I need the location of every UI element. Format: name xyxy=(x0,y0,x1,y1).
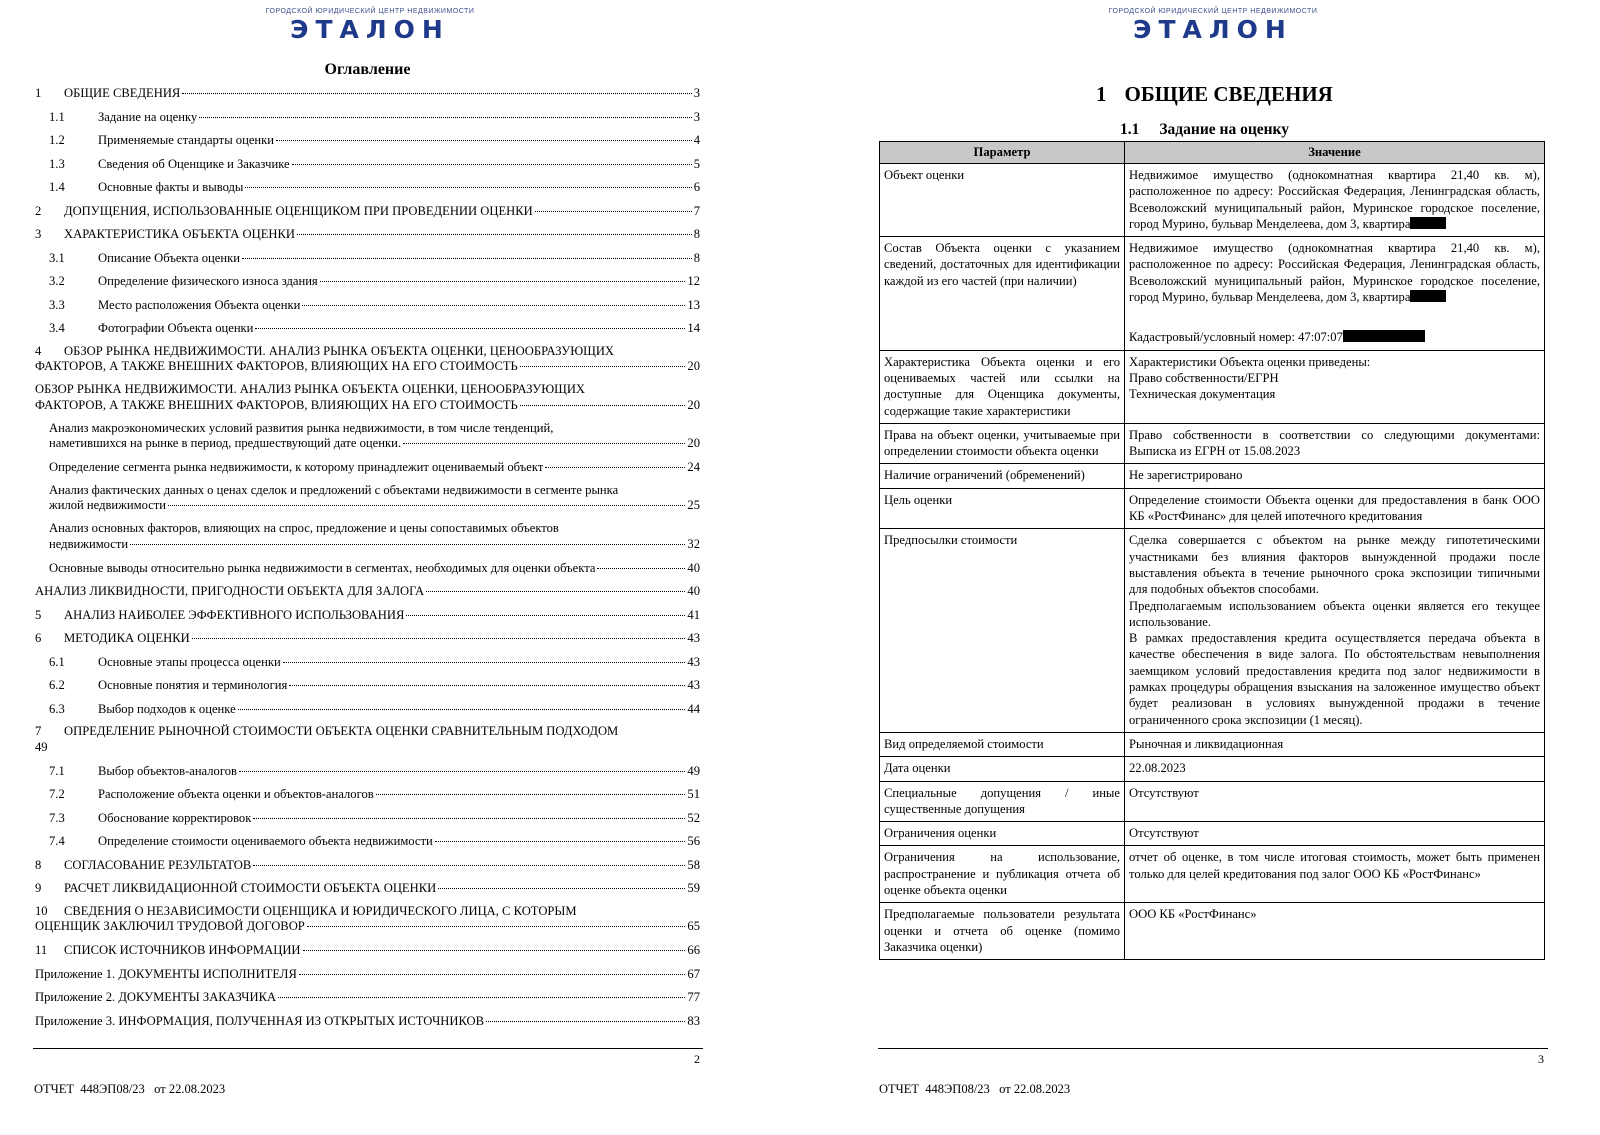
toc-page: 40 xyxy=(687,560,700,575)
toc-entry[interactable] xyxy=(35,701,700,717)
toc-text: РАСЧЕТ ЛИКВИДАЦИОННОЙ СТОИМОСТИ ОБЪЕКТА ОЦЕНКИ xyxy=(64,881,437,895)
toc-num: 2 xyxy=(35,203,42,218)
value-text: Не зарегистрировано xyxy=(1129,468,1243,483)
toc-text: Основные этапы процесса оценки xyxy=(98,654,281,669)
param-cell: Права на объект оценки, учитываемые при определении стоимости объекта оценки xyxy=(880,423,1125,464)
toc-entry[interactable] xyxy=(35,459,700,475)
toc-page: 43 xyxy=(687,654,700,669)
page-number: 2 xyxy=(694,1052,700,1066)
toc-entry[interactable] xyxy=(35,382,700,413)
toc-entry[interactable] xyxy=(35,630,700,646)
logo-name: ЭТАЛОН xyxy=(1133,15,1293,44)
toc-entry[interactable] xyxy=(35,763,700,779)
toc-page: 77 xyxy=(687,990,700,1004)
footer-divider xyxy=(878,1048,1548,1049)
toc-text: СВЕДЕНИЯ О НЕЗАВИСИМОСТИ ОЦЕНЩИКА И ЮРИДИЧЕСКОГО ЛИЦА, С КОТОРЫМ xyxy=(64,903,577,918)
toc-num: 1.2 xyxy=(49,133,65,147)
table-row xyxy=(880,903,1545,960)
table-row xyxy=(880,822,1545,846)
toc-leader xyxy=(520,366,686,367)
toc-num: 5 xyxy=(35,607,42,622)
toc-entry[interactable] xyxy=(35,250,700,266)
column-header-param: Параметр xyxy=(880,142,1125,164)
toc-leader xyxy=(320,281,686,282)
company-logo xyxy=(255,8,485,44)
value-cell xyxy=(1125,237,1545,350)
value-cell xyxy=(1125,732,1545,756)
section-title: ОБЩИЕ СВЕДЕНИЯ xyxy=(1124,82,1333,106)
toc-leader xyxy=(242,258,692,259)
toc-entry[interactable] xyxy=(35,857,700,873)
value-cell xyxy=(1125,529,1545,733)
toc-text: Фотографии Объекта оценки xyxy=(98,321,254,335)
toc-page: 51 xyxy=(687,787,700,801)
toc-num: 6.2 xyxy=(49,678,65,692)
param-cell: Ограничения на использование, распространение и публикация отчета об оценке объекта оценки xyxy=(880,846,1125,903)
toc-entry[interactable] xyxy=(35,989,700,1005)
toc-text: Основные выводы относительно рынка недвижимости в сегментах, необходимых для оценки объекта xyxy=(49,560,596,575)
redaction-block xyxy=(1410,290,1446,302)
value-cell xyxy=(1125,464,1545,488)
toc-text: Основные понятия и терминология xyxy=(98,678,288,692)
toc-leader xyxy=(520,405,686,406)
toc-num: 7.2 xyxy=(49,787,65,801)
toc-num: 7.3 xyxy=(49,810,65,825)
toc-leader xyxy=(303,950,686,951)
toc-page: 65 xyxy=(687,919,700,933)
toc-page: 3 xyxy=(693,109,700,124)
toc-num: 7 xyxy=(35,724,42,738)
toc-num: 1.4 xyxy=(49,180,65,194)
param-cell: Ограничения оценки xyxy=(880,822,1125,846)
toc-page: 8 xyxy=(693,227,700,241)
toc-num: 3.4 xyxy=(49,321,65,335)
footer-divider xyxy=(33,1048,703,1049)
toc-page: 44 xyxy=(687,701,700,716)
param-cell: Специальные допущения / иные существенные допущения xyxy=(880,781,1125,822)
toc-page: 83 xyxy=(687,1013,700,1028)
toc-entry[interactable] xyxy=(35,654,700,670)
toc-text: ХАРАКТЕРИСТИКА ОБЪЕКТА ОЦЕНКИ xyxy=(64,227,296,241)
param-cell: Цель оценки xyxy=(880,488,1125,529)
redaction-block xyxy=(1410,217,1446,229)
param-cell: Характеристика Объекта оценки и его оцениваемых частей или ссылки на доступные для Оценщика документы, содержащие такие характеристики xyxy=(880,350,1125,423)
toc-leader xyxy=(192,638,686,639)
toc-page: 67 xyxy=(687,966,700,981)
toc-entry[interactable] xyxy=(35,344,700,375)
toc-page: 20 xyxy=(687,359,700,373)
toc-page: 59 xyxy=(687,881,700,895)
toc-entry[interactable] xyxy=(35,607,700,623)
toc-text: Анализ макроэкономических условий развития рынка недвижимости, в том числе тенденций, xyxy=(49,420,554,435)
toc-leader xyxy=(307,926,686,927)
toc-text: Задание на оценку xyxy=(98,109,198,124)
toc-page: 7 xyxy=(693,203,700,218)
toc-text: Приложение 2. ДОКУМЕНТЫ ЗАКАЗЧИКА xyxy=(35,990,277,1004)
toc-leader xyxy=(130,544,685,545)
toc-entry[interactable] xyxy=(35,226,700,242)
toc-page: 41 xyxy=(687,607,700,622)
toc-num: 3 xyxy=(35,227,42,241)
toc-num: 10 xyxy=(35,903,48,918)
toc-text: ДОПУЩЕНИЯ, ИСПОЛЬЗОВАННЫЕ ОЦЕНЩИКОМ ПРИ ПРОВЕДЕНИИ ОЦЕНКИ xyxy=(64,203,533,218)
value-paragraph: Сделка совершается с объектом на рынке между гипотетическими участниками без влияния факторов вынужденной продажи после выставления объекта в течение рыночного срока экспозиции типичными для подобных объектов способами. xyxy=(1129,533,1540,597)
param-cell: Предпосылки стоимости xyxy=(880,529,1125,733)
table-row xyxy=(880,464,1545,488)
toc-leader xyxy=(245,187,691,188)
table-row xyxy=(880,757,1545,781)
toc-text: СОГЛАСОВАНИЕ РЕЗУЛЬТАТОВ xyxy=(64,857,252,872)
param-cell: Предполагаемые пользователи результата оценки и отчета об оценке (помимо Заказчика оценки) xyxy=(880,903,1125,960)
value-text: Недвижимое имущество (однокомнатная квартира 21,40 кв. м), расположенное по адресу: Российская Федерация, Ленинградская область, Всеволожский муниципальный район, Муринское городское поселение, город Мурино, бульвар Менделеева, дом 3, квартира xyxy=(1129,241,1540,305)
value-text: Право собственности в соответствии со следующими документами: Выписка из ЕГРН от 15.08.2023 xyxy=(1129,427,1540,459)
table-row xyxy=(880,781,1545,822)
value-cell xyxy=(1125,781,1545,822)
toc-leader xyxy=(292,164,692,165)
toc-leader xyxy=(545,467,685,468)
toc-page: 12 xyxy=(687,274,700,288)
toc-entry[interactable] xyxy=(35,560,700,576)
toc-page: 3 xyxy=(693,86,700,100)
value-text: отчет об оценке, в том числе итоговая стоимость, может быть применен только для целей кредитования под залог ООО КБ «РостФинанс» xyxy=(1129,850,1540,881)
toc-text: Основные факты и выводы xyxy=(98,180,244,194)
toc-text: АНАЛИЗ ЛИКВИДНОСТИ, ПРИГОДНОСТИ ОБЪЕКТА ДЛЯ ЗАЛОГА xyxy=(35,584,425,598)
toc-text: АНАЛИЗ НАИБОЛЕЕ ЭФФЕКТИВНОГО ИСПОЛЬЗОВАНИЯ xyxy=(64,607,405,622)
table-row xyxy=(880,846,1545,903)
value-cell xyxy=(1125,903,1545,960)
toc-leader xyxy=(283,662,686,663)
company-logo xyxy=(1098,8,1328,44)
toc-num: 1.1 xyxy=(49,109,65,124)
toc-page: 25 xyxy=(687,498,700,512)
param-cell: Дата оценки xyxy=(880,757,1125,781)
toc-page: 13 xyxy=(687,297,700,312)
toc-text: Приложение 3. ИНФОРМАЦИЯ, ПОЛУЧЕННАЯ ИЗ ОТКРЫТЫХ ИСТОЧНИКОВ xyxy=(35,1013,485,1028)
toc-text: Анализ фактических данных о ценах сделок и предложений с объектами недвижимости в сегменте рынка xyxy=(49,482,619,497)
toc-entry[interactable] xyxy=(35,880,700,896)
table-row xyxy=(880,164,1545,237)
toc-text: ОБЗОР РЫНКА НЕДВИЖИМОСТИ. АНАЛИЗ РЫНКА ОБЪЕКТА ОЦЕНКИ, ЦЕНООБРАЗУЮЩИХ xyxy=(35,382,586,396)
toc-entry[interactable] xyxy=(35,677,700,693)
table-row xyxy=(880,350,1545,423)
toc-leader xyxy=(182,93,691,94)
toc-entry[interactable] xyxy=(35,583,700,599)
toc-text: Сведения об Оценщике и Заказчике xyxy=(98,156,290,171)
toc-entry[interactable] xyxy=(35,966,700,982)
toc-entry[interactable] xyxy=(35,521,700,552)
toc-text: ОПРЕДЕЛЕНИЕ РЫНОЧНОЙ СТОИМОСТИ ОБЪЕКТА ОЦЕНКИ СРАВНИТЕЛЬНЫМ ПОДХОДОМ xyxy=(64,724,619,738)
toc-entry[interactable] xyxy=(35,156,700,172)
page-left xyxy=(0,0,760,1135)
toc-text: ФАКТОРОВ, А ТАКЖЕ ВНЕШНИХ ФАКТОРОВ, ВЛИЯЮЩИХ НА ЕГО СТОИМОСТЬ xyxy=(35,359,518,373)
toc-leader xyxy=(168,505,685,506)
table-of-contents xyxy=(35,85,700,1036)
value-cell xyxy=(1125,164,1545,237)
toc-num: 6.3 xyxy=(49,701,65,716)
toc-text: ОБЗОР РЫНКА НЕДВИЖИМОСТИ. АНАЛИЗ РЫНКА ОБЪЕКТА ОЦЕНКИ, ЦЕНООБРАЗУЮЩИХ xyxy=(64,343,615,358)
value-line: Характеристики Объекта оценки приведены: xyxy=(1129,354,1371,369)
toc-leader xyxy=(276,140,692,141)
toc-leader xyxy=(406,615,685,616)
section-heading xyxy=(1096,82,1333,107)
toc-page: 43 xyxy=(687,678,700,692)
toc-entry[interactable] xyxy=(35,810,700,826)
toc-page: 43 xyxy=(687,631,700,645)
toc-text: ОБЩИЕ СВЕДЕНИЯ xyxy=(64,86,181,100)
value-text: Недвижимое имущество (однокомнатная квартира 21,40 кв. м), расположенное по адресу: Российская Федерация, Ленинградская область, Всеволожский муниципальный район, Муринское городское поселение, город Мурино, бульвар Менделеева, дом 3, квартира xyxy=(1129,168,1540,231)
value-line: Право собственности/ЕГРН xyxy=(1129,370,1279,385)
value-paragraph: В рамках предоставления кредита осуществляется передача объекта в качестве обеспечения в виде залога. По обстоятельствам невыполнения заемщиком условий предоставления кредита под залог недвижимости в рамках процедуры обращения взыскания на заложенное имущество объект будет реализован в условиях вынужденной продажи в течение ограниченного срока экспозиции (1 месяц). xyxy=(1129,631,1540,727)
toc-num: 6 xyxy=(35,631,42,645)
toc-leader xyxy=(435,841,686,842)
table-row xyxy=(880,529,1545,733)
toc-leader xyxy=(486,1021,685,1022)
redaction-block xyxy=(1343,330,1425,342)
toc-page: 14 xyxy=(687,321,700,335)
toc-text: Применяемые стандарты оценки xyxy=(98,133,275,147)
toc-text: Определение физического износа здания xyxy=(98,274,318,288)
toc-leader xyxy=(289,685,685,686)
toc-page: 52 xyxy=(687,810,700,825)
value-text: ООО КБ «РостФинанс» xyxy=(1129,907,1257,922)
toc-text: СПИСОК ИСТОЧНИКОВ ИНФОРМАЦИИ xyxy=(64,943,301,957)
toc-num: 3.3 xyxy=(49,297,65,312)
toc-text: ОЦЕНЩИК ЗАКЛЮЧИЛ ТРУДОВОЙ ДОГОВОР xyxy=(35,919,305,933)
value-text: Рыночная и ликвидационная xyxy=(1129,736,1284,751)
subsection-number: 1.1 xyxy=(1120,121,1140,138)
table-row xyxy=(880,423,1545,464)
logo-subtitle: ГОРОДСКОЙ ЮРИДИЧЕСКИЙ ЦЕНТР НЕДВИЖИМОСТИ xyxy=(1108,8,1318,15)
toc-entry[interactable] xyxy=(35,203,700,219)
value-cell xyxy=(1125,757,1545,781)
toc-text: Место расположения Объекта оценки xyxy=(98,297,301,312)
cadastral-number: Кадастровый/условный номер: 47:07:07 xyxy=(1129,330,1343,345)
toc-page: 49 xyxy=(35,739,48,754)
toc-text: Обоснование корректировок xyxy=(98,810,252,825)
table-row xyxy=(880,732,1545,756)
toc-leader xyxy=(299,974,686,975)
toc-page: 4 xyxy=(693,133,700,147)
toc-leader xyxy=(302,305,685,306)
page-right xyxy=(870,0,1600,1135)
toc-entry[interactable] xyxy=(35,1013,700,1029)
toc-page: 24 xyxy=(687,460,700,474)
param-cell: Состав Объекта оценки с указанием сведений, достаточных для идентификации каждой из его частей (при наличии) xyxy=(880,237,1125,350)
toc-entry[interactable] xyxy=(35,297,700,313)
section-number: 1 xyxy=(1096,82,1107,106)
toc-entry[interactable] xyxy=(35,483,700,514)
toc-entry[interactable] xyxy=(35,724,700,755)
toc-entry[interactable] xyxy=(35,85,700,101)
toc-text: ФАКТОРОВ, А ТАКЖЕ ВНЕШНИХ ФАКТОРОВ, ВЛИЯЮЩИХ НА ЕГО СТОИМОСТЬ xyxy=(35,397,518,412)
toc-page: 66 xyxy=(687,943,700,957)
table-row xyxy=(880,237,1545,350)
value-cell xyxy=(1125,488,1545,529)
param-cell: Вид определяемой стоимости xyxy=(880,732,1125,756)
toc-page: 6 xyxy=(693,180,700,194)
param-cell: Объект оценки xyxy=(880,164,1125,237)
toc-text: Определение стоимости оцениваемого объекта недвижимости xyxy=(98,834,433,848)
value-text: 22.08.2023 xyxy=(1129,761,1186,776)
toc-entry[interactable] xyxy=(35,273,700,289)
toc-leader xyxy=(297,234,692,235)
toc-entry[interactable] xyxy=(35,132,700,148)
toc-text: недвижимости xyxy=(49,536,129,551)
value-paragraph: Предполагаемым использованием объекта оценки является его текущее использование. xyxy=(1129,598,1540,629)
toc-leader xyxy=(426,591,685,592)
column-header-value: Значение xyxy=(1125,142,1545,164)
value-cell xyxy=(1125,423,1545,464)
toc-page: 20 xyxy=(687,397,700,412)
toc-num: 6.1 xyxy=(49,654,65,669)
toc-leader xyxy=(597,568,685,569)
toc-leader xyxy=(403,443,685,444)
toc-title: Оглавление xyxy=(324,61,411,78)
subsection-title: Задание на оценку xyxy=(1159,121,1290,138)
toc-text: жилой недвижимости xyxy=(49,498,167,512)
toc-num: 3.1 xyxy=(49,250,65,265)
report-footer: ОТЧЕТ 448ЭП08/23 от 22.08.2023 xyxy=(879,1082,1071,1096)
toc-num: 8 xyxy=(35,857,42,872)
toc-text: наметившихся на рынке в период, предшествующий дате оценки. xyxy=(49,436,401,450)
subsection-heading xyxy=(1120,121,1289,139)
page-number: 3 xyxy=(1538,1052,1544,1066)
toc-text: Приложение 1. ДОКУМЕНТЫ ИСПОЛНИТЕЛЯ xyxy=(35,966,297,981)
assignment-table xyxy=(879,141,1545,960)
toc-num: 4 xyxy=(35,343,42,358)
toc-leader xyxy=(255,328,685,329)
toc-text: Выбор объектов-аналогов xyxy=(98,763,237,778)
toc-page: 58 xyxy=(687,857,700,872)
table-row xyxy=(880,488,1545,529)
toc-text: Анализ основных факторов, влияющих на спрос, предложение и цены сопоставимых объектов xyxy=(49,521,559,535)
toc-leader xyxy=(199,117,692,118)
toc-num: 7.4 xyxy=(49,834,65,848)
toc-leader xyxy=(535,211,692,212)
toc-entry[interactable] xyxy=(35,179,700,195)
toc-page: 32 xyxy=(687,536,700,551)
toc-page: 56 xyxy=(687,834,700,848)
toc-entry[interactable] xyxy=(35,833,700,849)
toc-leader xyxy=(376,794,686,795)
toc-entry[interactable] xyxy=(35,942,700,958)
param-cell: Наличие ограничений (обременений) xyxy=(880,464,1125,488)
toc-num: 7.1 xyxy=(49,763,65,778)
toc-leader xyxy=(238,709,686,710)
toc-num: 1.3 xyxy=(49,156,65,171)
toc-entry[interactable] xyxy=(35,421,700,452)
toc-page: 40 xyxy=(687,584,700,598)
toc-leader xyxy=(239,771,685,772)
toc-leader xyxy=(438,888,685,889)
toc-num: 11 xyxy=(35,943,48,957)
toc-leader xyxy=(253,865,685,866)
value-text: Отсутствуют xyxy=(1129,785,1199,800)
value-text: Определение стоимости Объекта оценки для предоставления в банк ООО КБ «РостФинанс» для целей ипотечного кредитования xyxy=(1129,492,1540,524)
toc-page: 20 xyxy=(687,436,700,450)
logo-name: ЭТАЛОН xyxy=(290,15,450,44)
logo-subtitle: ГОРОДСКОЙ ЮРИДИЧЕСКИЙ ЦЕНТР НЕДВИЖИМОСТИ xyxy=(265,8,475,15)
report-footer: ОТЧЕТ 448ЭП08/23 от 22.08.2023 xyxy=(34,1082,226,1096)
toc-leader xyxy=(253,818,685,819)
toc-entry[interactable] xyxy=(35,786,700,802)
toc-entry[interactable] xyxy=(35,904,700,935)
value-line: Техническая документация xyxy=(1129,387,1276,402)
toc-text: Расположение объекта оценки и объектов-аналогов xyxy=(98,787,374,801)
toc-entry[interactable] xyxy=(35,320,700,336)
toc-num: 3.2 xyxy=(49,274,65,288)
value-cell xyxy=(1125,846,1545,903)
toc-text: Описание Объекта оценки xyxy=(98,250,240,265)
toc-entry[interactable] xyxy=(35,109,700,125)
toc-text: МЕТОДИКА ОЦЕНКИ xyxy=(64,631,190,645)
value-cell xyxy=(1125,822,1545,846)
toc-page: 49 xyxy=(687,763,700,778)
toc-text: Выбор подходов к оценке xyxy=(98,701,236,716)
toc-leader xyxy=(278,997,685,998)
toc-page: 5 xyxy=(693,156,700,171)
toc-num: 1 xyxy=(35,86,42,100)
toc-num: 9 xyxy=(35,881,42,895)
value-text: Отсутствуют xyxy=(1129,826,1199,841)
toc-text: Определение сегмента рынка недвижимости, к которому принадлежит оцениваемый объект xyxy=(49,460,544,474)
toc-page: 8 xyxy=(693,250,700,265)
value-cell xyxy=(1125,350,1545,423)
